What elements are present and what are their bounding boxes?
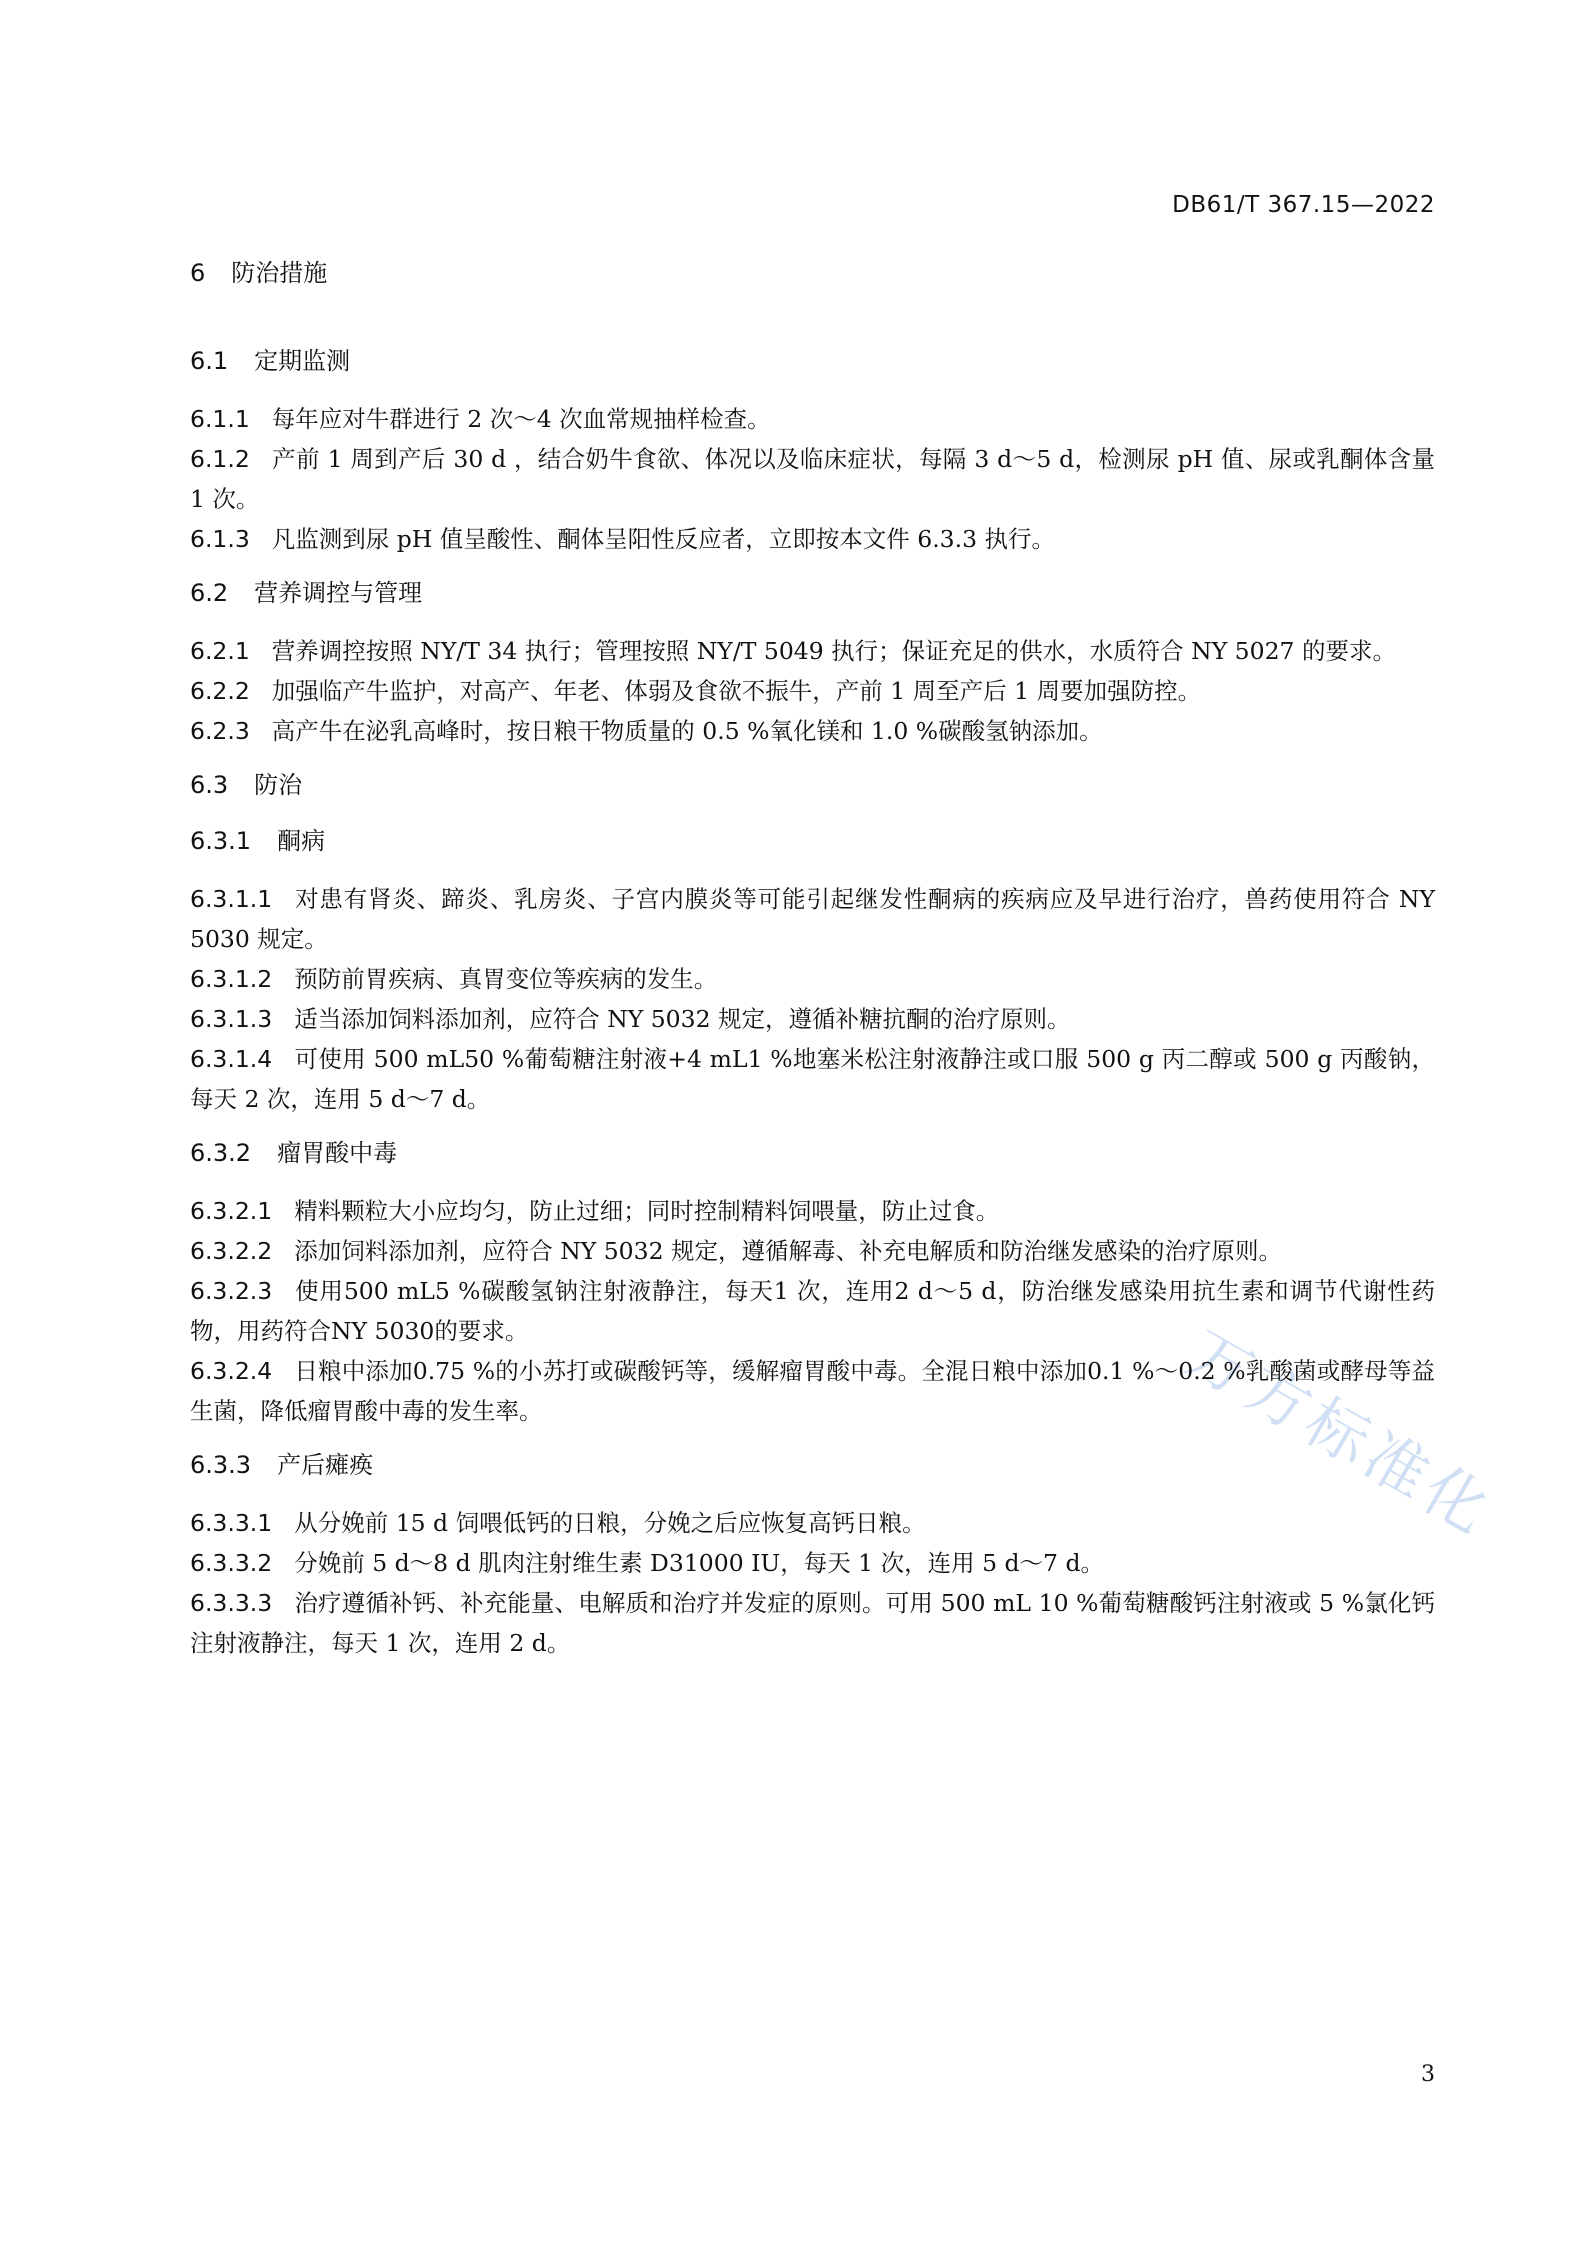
subsubsection-number: 6.3.3: [190, 1451, 252, 1479]
clause-text: 日粮中添加0.75 %的小苏打或碳酸钙等，缓解瘤胃酸中毒。全混日粮中添加0.1 %～0.2 %乳酸菌或酵母等益生菌，降低瘤胃酸中毒的发生率。: [190, 1357, 1435, 1425]
clause-group-6-3-2: [190, 1191, 1435, 1431]
clause-text: 对患有肾炎、蹄炎、乳房炎、子宫内膜炎等可能引起继发性酮病的疾病应及早进行治疗，兽药使用符合 NY 5030 规定。: [190, 885, 1435, 953]
subsubsection-number: 6.3.2: [190, 1139, 252, 1167]
subsection-heading-6-3: [190, 767, 1435, 803]
clause-paragraph: [190, 1503, 1435, 1543]
clause-text: 每年应对牛群进行 2 次～4 次血常规抽样检查。: [271, 405, 771, 433]
clause-group-6-2: [190, 631, 1435, 751]
subsubsection-title: 酮病: [277, 827, 326, 855]
clause-paragraph: [190, 519, 1435, 559]
subsubsection-heading-6-3-3: [190, 1447, 1435, 1483]
clause-number: 6.3.1.4: [190, 1045, 273, 1073]
subsection-title: 防治: [254, 771, 303, 799]
clause-paragraph: [190, 879, 1435, 959]
clause-paragraph: [190, 1231, 1435, 1271]
clause-text: 从分娩前 15 d 饲喂低钙的日粮，分娩之后应恢复高钙日粮。: [294, 1509, 926, 1537]
watermark: 万方标准化: [1175, 1316, 1506, 1550]
document-body: [190, 255, 1435, 1679]
clause-paragraph: [190, 1351, 1435, 1431]
subsubsection-heading-6-3-2: [190, 1135, 1435, 1171]
clause-paragraph: [190, 1191, 1435, 1231]
section-heading: [190, 255, 1435, 291]
clause-text: 营养调控按照 NY/T 34 执行；管理按照 NY/T 5049 执行；保证充足的供水，水质符合 NY 5027 的要求。: [271, 637, 1396, 665]
subsection-number: 6.1: [190, 347, 229, 375]
clause-group-6-1: [190, 399, 1435, 559]
clause-paragraph: [190, 959, 1435, 999]
clause-number: 6.1.2: [190, 445, 250, 473]
clause-paragraph: [190, 1583, 1435, 1663]
clause-text: 添加饲料添加剂，应符合 NY 5032 规定，遵循解毒、补充电解质和防治继发感染的治疗原则。: [294, 1237, 1283, 1265]
clause-text: 使用500 mL5 %碳酸氢钠注射液静注，每天1 次，连用2 d～5 d，防治继发感染用抗生素和调节代谢性药物，用药符合NY 5030的要求。: [190, 1277, 1435, 1345]
clause-number: 6.3.3.1: [190, 1509, 273, 1537]
clause-number: 6.2.3: [190, 717, 250, 745]
page-number: 3: [1421, 2062, 1435, 2087]
clause-paragraph: [190, 439, 1435, 519]
clause-text: 加强临产牛监护，对高产、年老、体弱及食欲不振牛，产前 1 周至产后 1 周要加强防控。: [271, 677, 1202, 705]
clause-number: 6.3.1.1: [190, 885, 273, 913]
clause-text: 治疗遵循补钙、补充能量、电解质和治疗并发症的原则。可用 500 mL 10 %葡萄糖酸钙注射液或 5 %氯化钙注射液静注，每天 1 次，连用 2 d。: [190, 1589, 1435, 1657]
clause-text: 高产牛在泌乳高峰时，按日粮干物质量的 0.5 %氧化镁和 1.0 %碳酸氢钠添加。: [271, 717, 1103, 745]
clause-paragraph: [190, 631, 1435, 671]
clause-number: 6.3.3.3: [190, 1589, 273, 1617]
clause-text: 适当添加饲料添加剂，应符合 NY 5032 规定，遵循补糖抗酮的治疗原则。: [294, 1005, 1071, 1033]
subsection-heading-6-2: [190, 575, 1435, 611]
subsection-number: 6.2: [190, 579, 229, 607]
clause-number: 6.3.2.4: [190, 1357, 273, 1385]
clause-number: 6.3.1.3: [190, 1005, 273, 1033]
clause-paragraph: [190, 1039, 1435, 1119]
subsubsection-title: 产后瘫痪: [277, 1451, 374, 1479]
clause-text: 预防前胃疾病、真胃变位等疾病的发生。: [294, 965, 718, 993]
subsection-number: 6.3: [190, 771, 229, 799]
clause-text: 凡监测到尿 pH 值呈酸性、酮体呈阳性反应者，立即按本文件 6.3.3 执行。: [271, 525, 1056, 553]
subsubsection-number: 6.3.1: [190, 827, 252, 855]
clause-number: 6.3.2.3: [190, 1277, 273, 1305]
document-code: DB61/T 367.15—2022: [1172, 192, 1435, 218]
clause-paragraph: [190, 1271, 1435, 1351]
subsection-heading-6-1: [190, 343, 1435, 379]
section-title: 防治措施: [231, 259, 328, 287]
clause-text: 产前 1 周到产后 30 d ，结合奶牛食欲、体况以及临床症状，每隔 3 d～5 d，检测尿 pH 值、尿或乳酮体含量 1 次。: [190, 445, 1435, 513]
clause-paragraph: [190, 399, 1435, 439]
clause-number: 6.3.2.1: [190, 1197, 273, 1225]
clause-paragraph: [190, 671, 1435, 711]
clause-text: 可使用 500 mL50 %葡萄糖注射液+4 mL1 %地塞米松注射液静注或口服 500 g 丙二醇或 500 g 丙酸钠，每天 2 次，连用 5 d～7 d。: [190, 1045, 1435, 1113]
subsection-title: 营养调控与管理: [254, 579, 423, 607]
section-number: 6: [190, 259, 206, 287]
clause-number: 6.3.2.2: [190, 1237, 273, 1265]
clause-group-6-3-1: [190, 879, 1435, 1119]
clause-text: 分娩前 5 d～8 d 肌肉注射维生素 D31000 IU，每天 1 次，连用 5 d～7 d。: [294, 1549, 1105, 1577]
clause-number: 6.2.1: [190, 637, 250, 665]
clause-group-6-3-3: [190, 1503, 1435, 1663]
clause-number: 6.1.1: [190, 405, 250, 433]
clause-number: 6.3.3.2: [190, 1549, 273, 1577]
clause-paragraph: [190, 1543, 1435, 1583]
subsection-title: 定期监测: [254, 347, 351, 375]
subsubsection-heading-6-3-1: [190, 823, 1435, 859]
clause-text: 精料颗粒大小应均匀，防止过细；同时控制精料饲喂量，防止过食。: [294, 1197, 1000, 1225]
clause-number: 6.1.3: [190, 525, 250, 553]
clause-paragraph: [190, 999, 1435, 1039]
clause-paragraph: [190, 711, 1435, 751]
clause-number: 6.3.1.2: [190, 965, 273, 993]
clause-number: 6.2.2: [190, 677, 250, 705]
subsubsection-title: 瘤胃酸中毒: [277, 1139, 398, 1167]
